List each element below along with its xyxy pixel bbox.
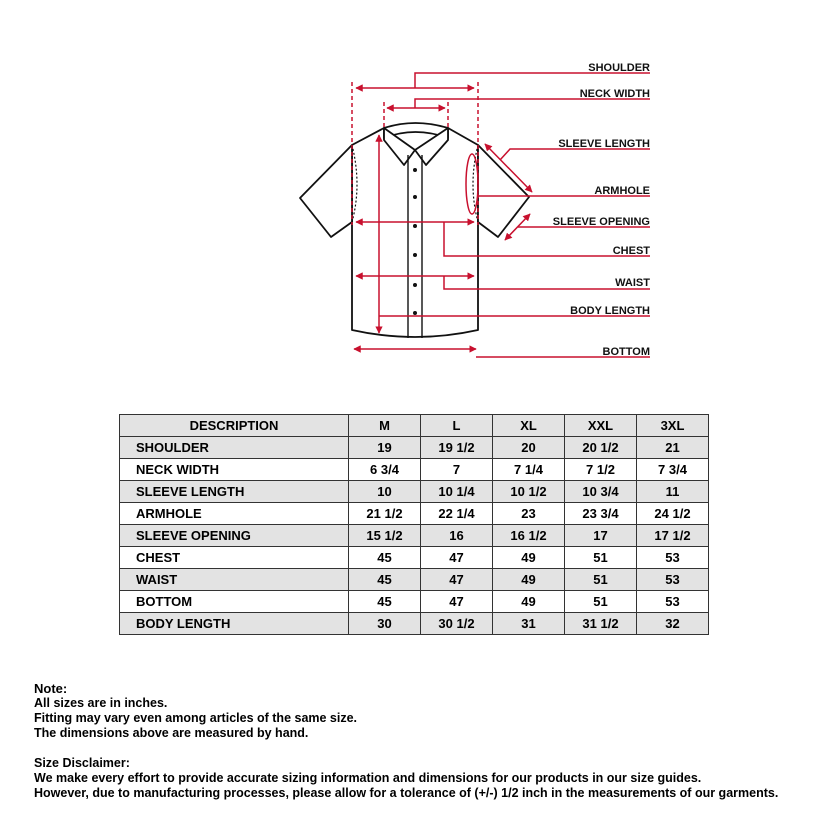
measurement-labels — [553, 62, 650, 358]
table-cell: 32 — [637, 613, 709, 635]
table-cell: 10 3/4 — [565, 481, 637, 503]
table-cell: 19 — [349, 437, 421, 459]
table-cell: 49 — [493, 591, 565, 613]
table-cell: 10 1/2 — [493, 481, 565, 503]
table-cell: 7 3/4 — [637, 459, 709, 481]
row-label: NECK WIDTH — [120, 459, 349, 481]
size-chart-table — [119, 414, 709, 635]
table-cell: 31 1/2 — [565, 613, 637, 635]
table-cell: 22 1/4 — [421, 503, 493, 525]
table-cell: 51 — [565, 569, 637, 591]
table-cell: 17 1/2 — [637, 525, 709, 547]
table-row — [120, 569, 709, 591]
table-cell: 6 3/4 — [349, 459, 421, 481]
row-label: BOTTOM — [120, 591, 349, 613]
row-label: BODY LENGTH — [120, 613, 349, 635]
header-description: DESCRIPTION — [120, 415, 349, 437]
table-cell: 21 — [637, 437, 709, 459]
note-line: The dimensions above are measured by hand. — [34, 726, 309, 740]
row-label: SHOULDER — [120, 437, 349, 459]
disclaimer-line: We make every effort to provide accurate sizing information and dimensions for our products in our size guides. — [34, 771, 702, 785]
header-size-m: M — [349, 415, 421, 437]
row-label: ARMHOLE — [120, 503, 349, 525]
table-cell: 10 1/4 — [421, 481, 493, 503]
label-neck-width: NECK WIDTH — [579, 88, 650, 100]
notes-section — [34, 681, 778, 801]
table-row — [120, 459, 709, 481]
table-cell: 31 — [493, 613, 565, 635]
table-cell: 47 — [421, 547, 493, 569]
header-size-3xl: 3XL — [637, 415, 709, 437]
row-label: WAIST — [120, 569, 349, 591]
table-cell: 51 — [565, 591, 637, 613]
table-cell: 15 1/2 — [349, 525, 421, 547]
table-cell: 20 1/2 — [565, 437, 637, 459]
table-cell: 17 — [565, 525, 637, 547]
table-row — [120, 481, 709, 503]
label-waist: WAIST — [615, 277, 650, 289]
header-size-l: L — [421, 415, 493, 437]
table-cell: 53 — [637, 547, 709, 569]
row-label: SLEEVE OPENING — [120, 525, 349, 547]
disclaimer-title: Size Disclaimer: — [34, 756, 130, 770]
label-body-length: BODY LENGTH — [570, 305, 650, 317]
table-row — [120, 547, 709, 569]
label-bottom: BOTTOM — [602, 346, 650, 358]
table-cell: 30 1/2 — [421, 613, 493, 635]
table-cell: 7 — [421, 459, 493, 481]
table-cell: 21 1/2 — [349, 503, 421, 525]
table-cell: 23 3/4 — [565, 503, 637, 525]
row-label: SLEEVE LENGTH — [120, 481, 349, 503]
table-row — [120, 503, 709, 525]
shirt-illustration — [300, 123, 529, 338]
row-label: CHEST — [120, 547, 349, 569]
label-armhole: ARMHOLE — [594, 185, 650, 197]
table-cell: 47 — [421, 591, 493, 613]
table-cell: 10 — [349, 481, 421, 503]
table-cell: 49 — [493, 547, 565, 569]
table-cell: 47 — [421, 569, 493, 591]
table-cell: 16 1/2 — [493, 525, 565, 547]
note-line: All sizes are in inches. — [34, 696, 168, 710]
table-row — [120, 613, 709, 635]
disclaimer-line: However, due to manufacturing processes, please allow for a tolerance of (+/-) 1/2 inch in the measurements of our garments. — [34, 786, 779, 800]
table-cell: 19 1/2 — [421, 437, 493, 459]
table-cell: 11 — [637, 481, 709, 503]
table-cell: 20 — [493, 437, 565, 459]
header-size-xl: XL — [493, 415, 565, 437]
table-cell: 45 — [349, 591, 421, 613]
note-line: Fitting may vary even among articles of the same size. — [34, 711, 358, 725]
table-cell: 24 1/2 — [637, 503, 709, 525]
table-cell: 49 — [493, 569, 565, 591]
table-cell: 7 1/2 — [565, 459, 637, 481]
table-header-row — [120, 415, 709, 437]
table-row — [120, 437, 709, 459]
table-cell: 23 — [493, 503, 565, 525]
table-cell: 7 1/4 — [493, 459, 565, 481]
label-chest: CHEST — [612, 245, 650, 257]
table-cell: 51 — [565, 547, 637, 569]
label-sleeve-length: SLEEVE LENGTH — [558, 138, 650, 150]
table-cell: 16 — [421, 525, 493, 547]
label-shoulder: SHOULDER — [588, 62, 650, 74]
table-cell: 30 — [349, 613, 421, 635]
table-row — [120, 525, 709, 547]
shirt-measurement-diagram — [0, 0, 825, 400]
table-cell: 45 — [349, 547, 421, 569]
table-cell: 53 — [637, 569, 709, 591]
label-sleeve-opening: SLEEVE OPENING — [552, 216, 650, 228]
table-row — [120, 591, 709, 613]
header-size-xxl: XXL — [565, 415, 637, 437]
note-title: Note: — [34, 681, 68, 696]
table-cell: 45 — [349, 569, 421, 591]
table-cell: 53 — [637, 591, 709, 613]
